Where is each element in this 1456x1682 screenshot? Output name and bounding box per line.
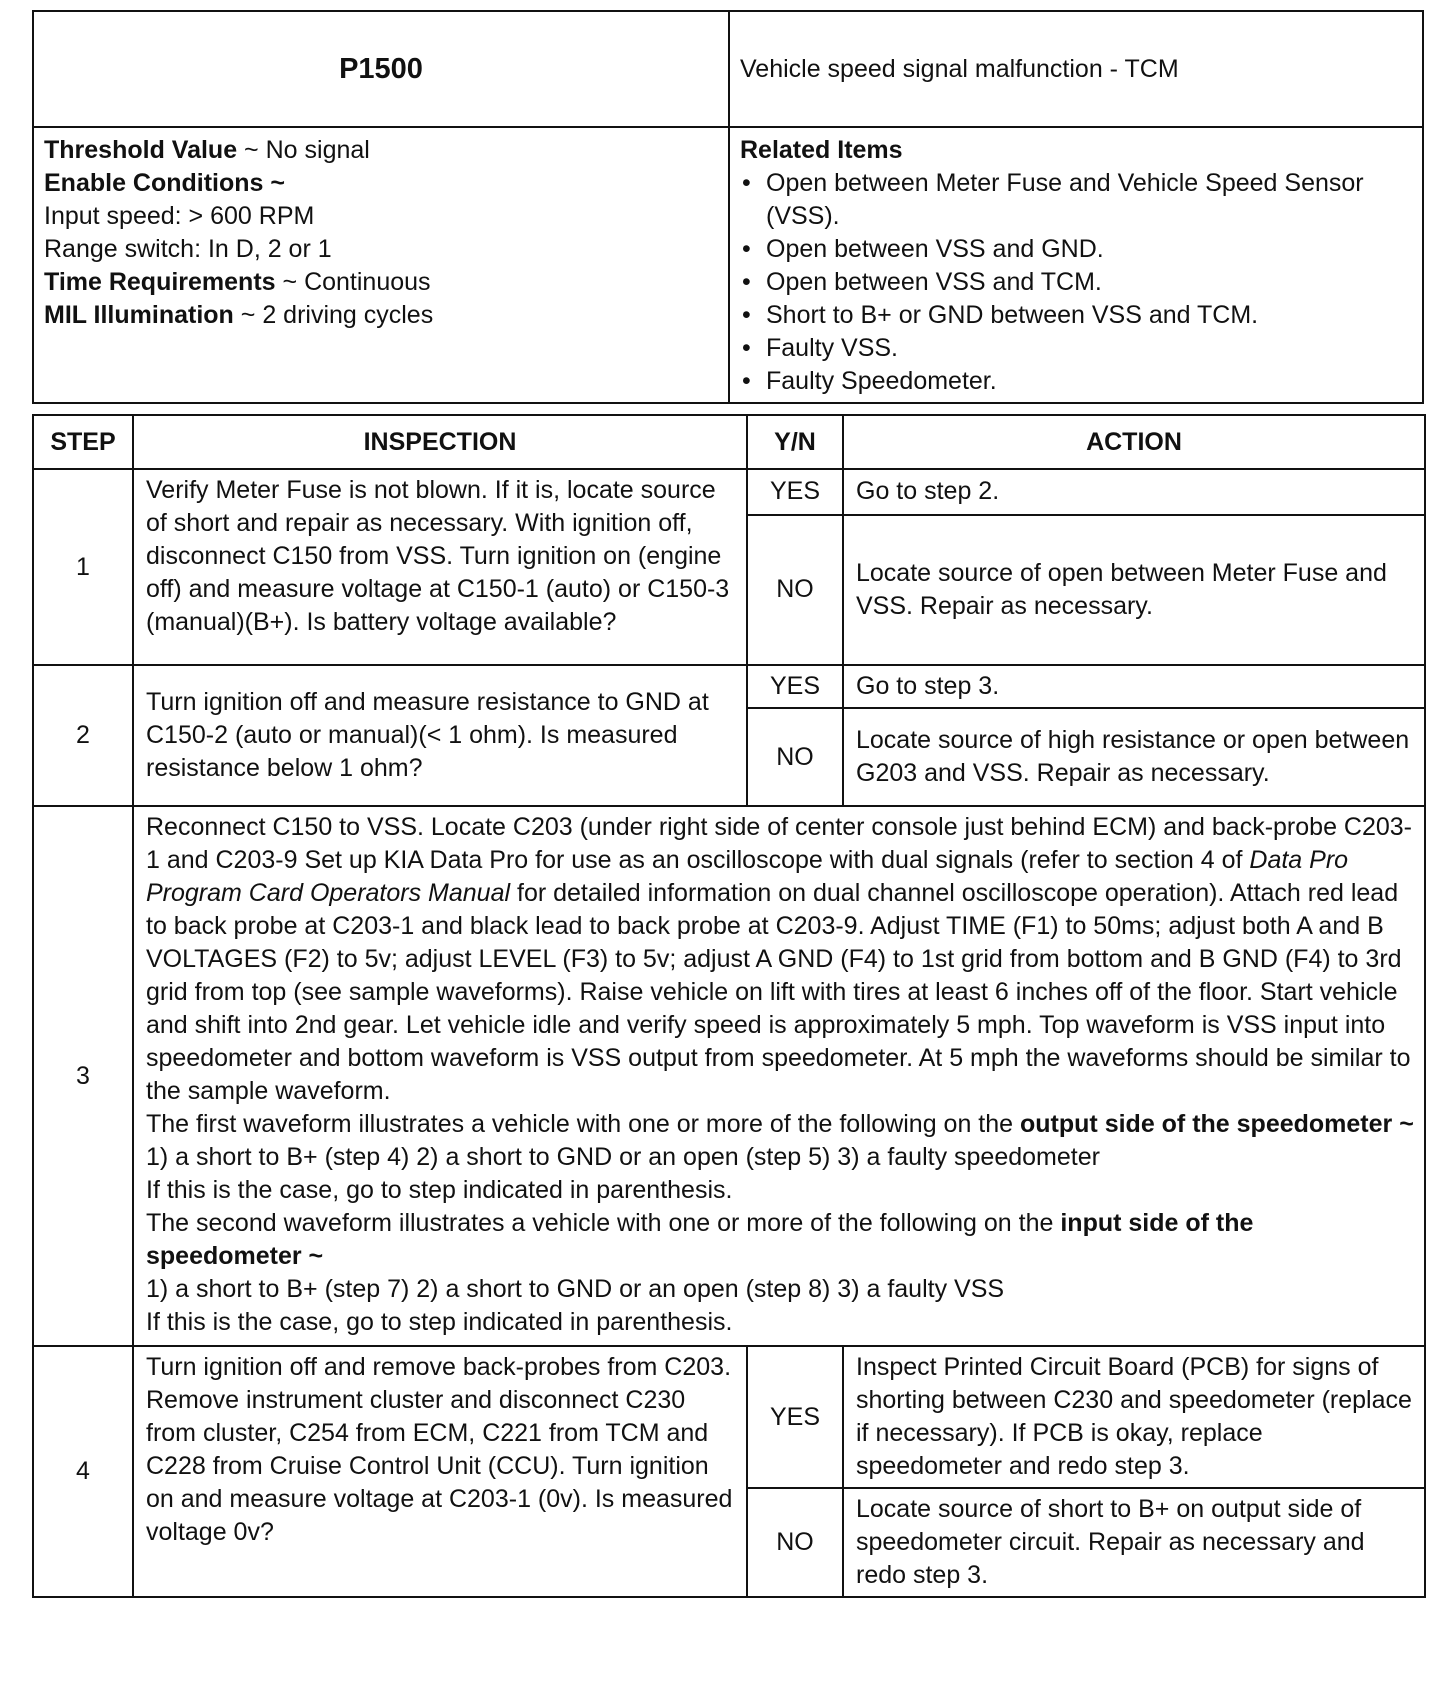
table-row: [33, 469, 1425, 515]
first-waveform-list: 1) a short to B+ (step 4) 2) a short to GND or an open (step 5) 3) a faulty speedometer: [146, 1143, 1100, 1171]
condition-value: 2 driving cycles: [262, 301, 434, 329]
related-items-title: Related Items: [740, 136, 903, 164]
condition-input-speed: Input speed: > 600 RPM: [44, 202, 315, 230]
answer-yes: YES: [747, 469, 843, 515]
step-number: 3: [33, 806, 133, 1346]
condition-separator: ~: [233, 301, 263, 329]
related-item: • Open between VSS and GND.: [740, 233, 1412, 266]
answer-yes: YES: [747, 665, 843, 708]
related-item: • Short to B+ or GND between VSS and TCM.: [740, 299, 1412, 332]
second-waveform-text: [146, 1207, 1414, 1273]
inspection-text: Turn ignition off and measure resistance to GND at C150-2 (auto or manual)(< 1 ohm). Is measured resistance below 1 ohm?: [133, 665, 747, 806]
condition-value: No signal: [265, 136, 370, 164]
step-number: 1: [33, 469, 133, 665]
step3-intro-b: for detailed information on dual channel oscilloscope operation). Attach red lead to back probe at C203-1 and black lead to back probe at C203-9. Adjust TIME (F1) to 50ms; adjust both A and B VOLTAGES (F2) to 5v; adjust LEVEL (F3) to 5v; adjust A GND (F4) to 1st grid from bottom and B GND (F4) to 3rd grid from top (see sample waveforms). Raise vehicle on lift with tires at least 6 inches off of the floor. Start vehicle and shift into 2nd gear. Let vehicle idle and verify speed is approximately 5 mph. Top waveform is VSS input into speedometer and bottom waveform is VSS output from speedometer. At 5 mph the waveforms should be similar to the sample waveform.: [146, 879, 1411, 1105]
inspection-text: [133, 806, 1425, 1346]
condition-label: Enable Conditions: [44, 169, 264, 197]
table-row: [33, 665, 1425, 708]
column-header-inspection: INSPECTION: [133, 415, 747, 469]
related-item: • Faulty VSS.: [740, 332, 1412, 365]
column-header-yn: Y/N: [747, 415, 843, 469]
condition-separator: ~: [263, 169, 285, 197]
conditions-panel: [33, 127, 729, 403]
condition-range-switch: Range switch: In D, 2 or 1: [44, 235, 332, 263]
related-item: • Faulty Speedometer.: [740, 365, 1412, 398]
manual-title: Data Pro Program Card Operators Manual: [146, 846, 1349, 907]
column-header-action: ACTION: [843, 415, 1425, 469]
condition-label: MIL Illumination: [44, 301, 234, 329]
step-number: 4: [33, 1346, 133, 1597]
related-items-panel: [729, 127, 1423, 403]
related-item: • Open between VSS and TCM.: [740, 266, 1412, 299]
column-header-step: STEP: [33, 415, 133, 469]
action-yes: Inspect Printed Circuit Board (PCB) for signs of shorting between C230 and speedometer (replace if necessary). If PCB is okay, replace speedometer and redo step 3.: [843, 1346, 1425, 1488]
action-no: Locate source of open between Meter Fuse and VSS. Repair as necessary.: [843, 515, 1425, 665]
first-waveform-note: If this is the case, go to step indicated in parenthesis.: [146, 1176, 733, 1204]
inspection-text: Verify Meter Fuse is not blown. If it is, locate source of short and repair as necessary. With ignition off, disconnect C150 from VSS. Turn ignition on (engine off) and measure voltage at C150-1 (auto) or C150-3 (manual)(B+). Is battery voltage available?: [133, 469, 747, 665]
condition-separator: ~: [237, 136, 266, 164]
related-item: • Open between Meter Fuse and Vehicle Speed Sensor (VSS).: [740, 167, 1412, 233]
condition-mil: [44, 299, 718, 332]
second-waveform-list: 1) a short to B+ (step 7) 2) a short to GND or an open (step 8) 3) a faulty VSS: [146, 1275, 1005, 1303]
related-items-list: [740, 167, 1412, 398]
condition-threshold: [44, 134, 718, 167]
condition-enable: [44, 167, 718, 200]
dtc-code: P1500: [33, 11, 729, 127]
step3-intro-a: Reconnect C150 to VSS. Locate C203 (under right side of center console just behind ECM) and back-probe C203-1 and C203-9 Set up KIA Data Pro for use as an oscilloscope with dual signals (refer to section 4 of: [146, 813, 1413, 874]
answer-no: NO: [747, 708, 843, 806]
action-yes: Go to step 3.: [843, 665, 1425, 708]
table-row: [33, 1346, 1425, 1488]
first-waveform-pre: The first waveform illustrates a vehicle with one or more of the following on the: [146, 1110, 1021, 1138]
step3-intro: [146, 811, 1414, 1108]
second-waveform-bold: input side of the speedometer ~: [146, 1209, 1254, 1270]
first-waveform-text: [146, 1108, 1414, 1141]
second-waveform-note: If this is the case, go to step indicated in parenthesis.: [146, 1308, 733, 1336]
dtc-header-table: [32, 10, 1424, 404]
second-waveform-pre: The second waveform illustrates a vehicle with one or more of the following on the: [146, 1209, 1061, 1237]
condition-label: Time Requirements: [44, 268, 276, 296]
answer-no: NO: [747, 515, 843, 665]
answer-no: NO: [747, 1488, 843, 1597]
step-number: 2: [33, 665, 133, 806]
condition-time: [44, 266, 718, 299]
dtc-title: Vehicle speed signal malfunction - TCM: [729, 11, 1423, 127]
table-header-row: [33, 415, 1425, 469]
table-row: [33, 806, 1425, 1346]
action-no: Locate source of short to B+ on output side of speedometer circuit. Repair as necessary and redo step 3.: [843, 1488, 1425, 1597]
action-yes: Go to step 2.: [843, 469, 1425, 515]
condition-value: Continuous: [304, 268, 431, 296]
diagnostic-steps-table: [32, 414, 1426, 1598]
action-no: Locate source of high resistance or open between G203 and VSS. Repair as necessary.: [843, 708, 1425, 806]
inspection-text: Turn ignition off and remove back-probes from C203. Remove instrument cluster and disconnect C230 from cluster, C254 from ECM, C221 from TCM and C228 from Cruise Control Unit (CCU). Turn ignition on and measure voltage at C203-1 (0v). Is measured voltage 0v?: [133, 1346, 747, 1597]
condition-label: Threshold Value: [44, 136, 238, 164]
answer-yes: YES: [747, 1346, 843, 1488]
first-waveform-bold: output side of the speedometer ~: [1020, 1110, 1414, 1138]
condition-separator: ~: [275, 268, 305, 296]
